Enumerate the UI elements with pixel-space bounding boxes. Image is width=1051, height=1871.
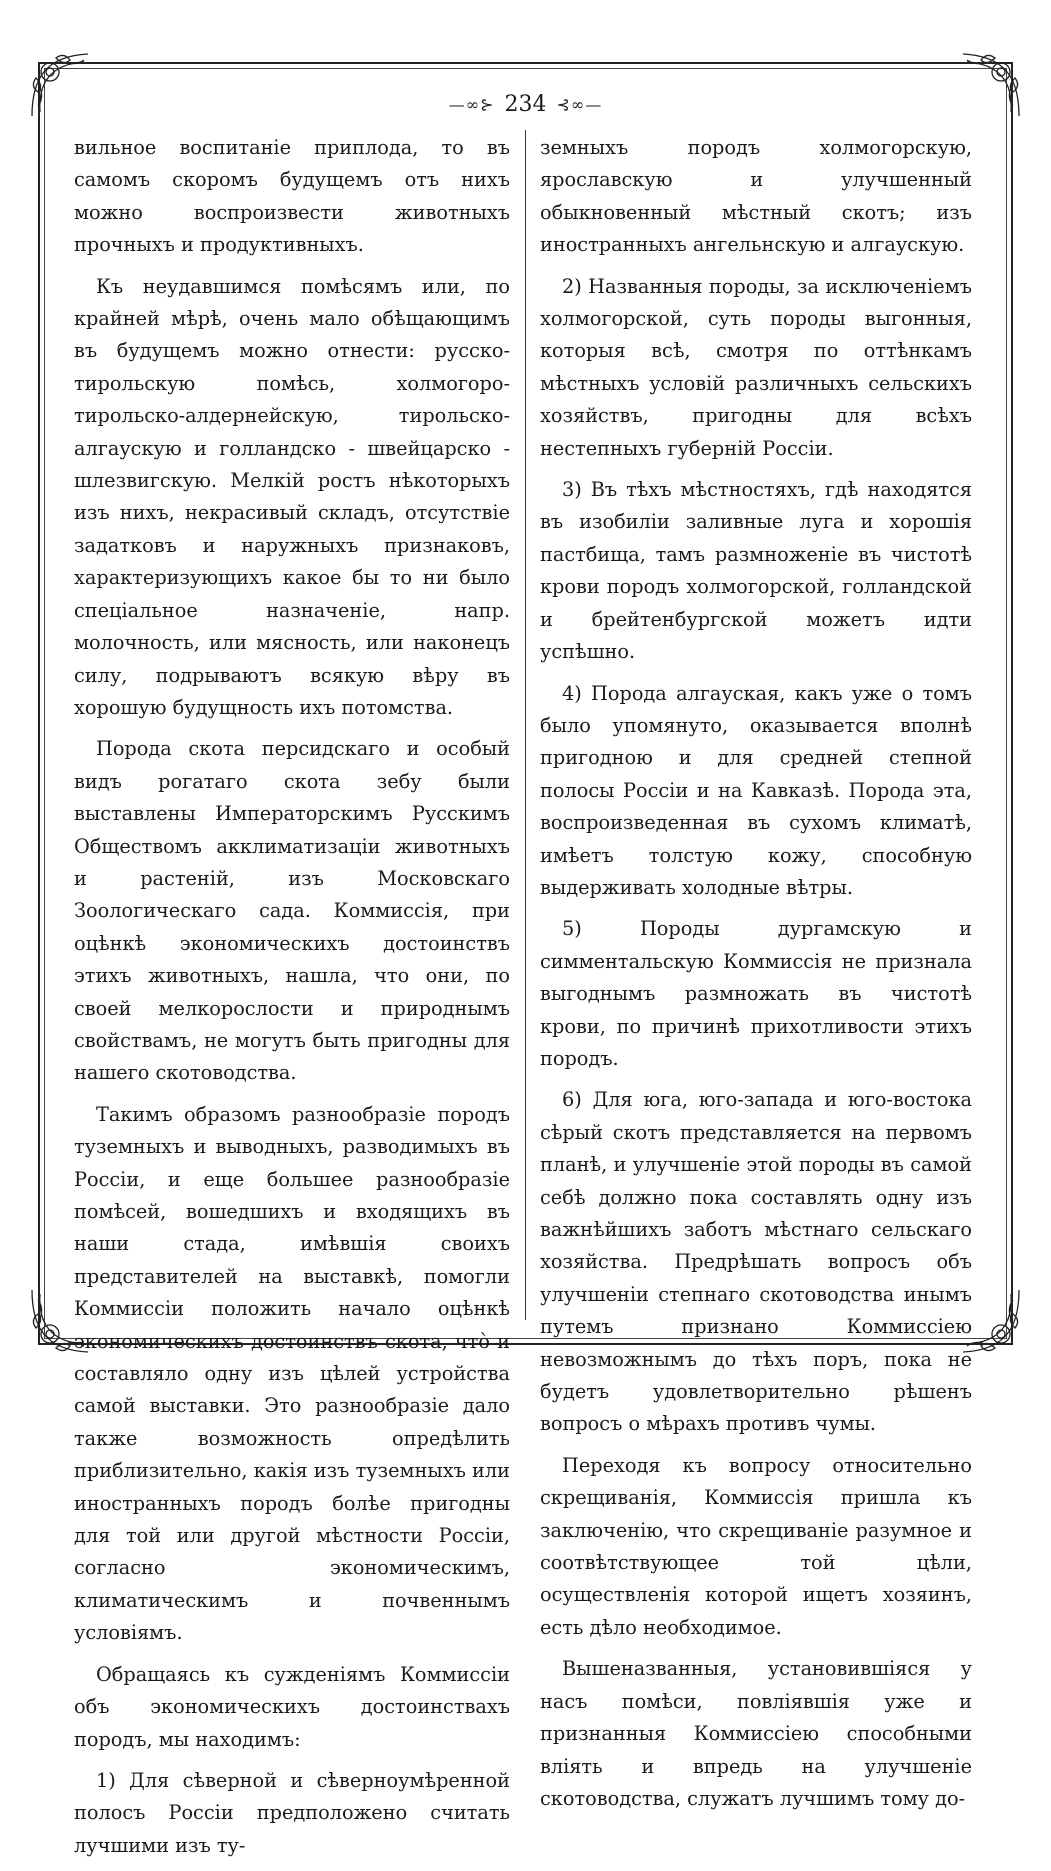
- header-ornament-left: —∞⊱: [448, 94, 495, 114]
- paragraph: 2) Названныя породы, за исключеніемъ холмогорской, суть породы выгонныя, которыя всѣ, смотря по оттѣнкамъ мѣстныхъ условій различныхъ сельскихъ хозяйствъ, пригодны для всѣхъ нестепныхъ губерній Россіи.: [540, 274, 972, 460]
- column-divider: [525, 130, 526, 1320]
- paragraph: 5) Породы дургамскую и симментальскую Коммиссія не признала выгоднымъ размножать въ чистотѣ крови, по причинѣ прихотливости этихъ породъ.: [540, 917, 972, 1070]
- paragraph: Обращаясь къ сужденіямъ Коммиссіи объ экономическихъ достоинствахъ породъ, мы находимъ:: [74, 1662, 510, 1751]
- left-column: [74, 132, 510, 1871]
- paragraph: земныхъ породъ холмогорскую, ярославскую и улучшенный обыкновенный мѣстный скотъ; изъ иностранныхъ ангельнскую и алгаускую.: [540, 136, 972, 257]
- paragraph: Вышеназванныя, установившіяся у насъ помѣси, повліявшія уже и признанныя Коммиссіею способными вліять и впредь на улучшеніе скотоводства, служатъ лучшимъ тому до-: [540, 1657, 972, 1810]
- paragraph: 1) Для сѣверной и сѣверноумѣренной полосъ Россіи предположено считать лучшими изъ ту-: [74, 1768, 510, 1857]
- page-header: [0, 86, 1051, 122]
- paragraph: Такимъ образомъ разнообразіе породъ туземныхъ и выводныхъ, разводимыхъ въ Россіи, и еще большее разнообразіе помѣсей, вошедшихъ и входящихъ въ наши стада, имѣвшія своихъ представителей на выставкѣ, помогли Коммиссіи положить начало оцѣнкѣ экономическихъ достоинствъ скота, чтò и составляло одну изъ цѣлей устройства самой выставки. Это разнообразіе дало также возможность опредѣлить приблизительно, какія изъ туземныхъ или иностранныхъ породъ болѣе пригодны для той или другой мѣстности Россіи, согласно экономическимъ, климатическимъ и почвеннымъ условіямъ.: [74, 1102, 510, 1645]
- paragraph: Порода скота персидскаго и особый видъ рогатаго скота зебу были выставлены Императорскимъ Русскимъ Обществомъ акклиматизаціи животныхъ и растеній, изъ Московскаго Зоологическаго сада. Коммиссія, при оцѣнкѣ экономическихъ достоинствъ этихъ животныхъ, нашла, что они, по своей мелкорослости и природнымъ свойствамъ, не могутъ быть пригодны для нашего скотоводства.: [74, 737, 510, 1085]
- paragraph: 3) Въ тѣхъ мѣстностяхъ, гдѣ находятся въ изобиліи заливные луга и хорошія пастбища, тамъ размноженіе въ чистотѣ крови породъ холмогорской, голландской и брейтенбургской можетъ идти успѣшно.: [540, 478, 972, 664]
- paragraph: вильное воспитаніе приплода, то въ самомъ скоромъ будущемъ отъ нихъ можно воспроизвести животныхъ прочныхъ и продуктивныхъ.: [74, 136, 510, 257]
- paragraph: 4) Порода алгауская, какъ уже о томъ было упомянуто, оказывается вполнѣ пригодною и для средней степной полосы Россіи и на Кавказѣ. Порода эта, воспроизведенная въ сухомъ климатѣ, имѣетъ толстую кожу, способную выдерживать холодные вѣтры.: [540, 681, 972, 899]
- paragraph: Переходя къ вопросу относительно скрещиванія, Коммиссія пришла къ заключенію, что скрещиваніе разумное и соотвѣтствующее той цѣли, осуществленія которой ищетъ хозяинъ, есть дѣло необходимое.: [540, 1453, 972, 1639]
- header-ornament-right: ⊰∞—: [556, 94, 603, 114]
- page-number: 234: [504, 91, 547, 117]
- right-column: [540, 132, 972, 1824]
- paragraph: 6) Для юга, юго-запада и юго-востока сѣрый скотъ представляется на первомъ планѣ, и улучшеніе этой породы въ самой себѣ должно пока составлять одну изъ важнѣйшихъ заботъ мѣстнаго сельскаго хозяйства. Предрѣшать вопросъ объ улучшеніи степнаго скотоводства инымъ путемъ признано Коммиссіею невозможнымъ до тѣхъ поръ, пока не будетъ удовлетворительно рѣшенъ вопросъ о мѣрахъ противъ чумы.: [540, 1088, 972, 1436]
- paragraph: Къ неудавшимся помѣсямъ или, по крайней мѣрѣ, очень мало обѣщающимъ въ будущемъ можно отнести: русско-тирольскую помѣсь, холмогоро-тирольско-алдернейскую, тирольско-алгаускую и голландско - швейцарско - шлезвигскую. Мелкій ростъ нѣкоторыхъ изъ нихъ, некрасивый складъ, отсутствіе задатковъ и наружныхъ признаковъ, характеризующихъ какое бы то ни было спеціальное назначеніе, напр. молочность, или мясность, или наконецъ силу, подрываютъ всякую вѣру въ хорошую будущность ихъ потомства.: [74, 274, 510, 719]
